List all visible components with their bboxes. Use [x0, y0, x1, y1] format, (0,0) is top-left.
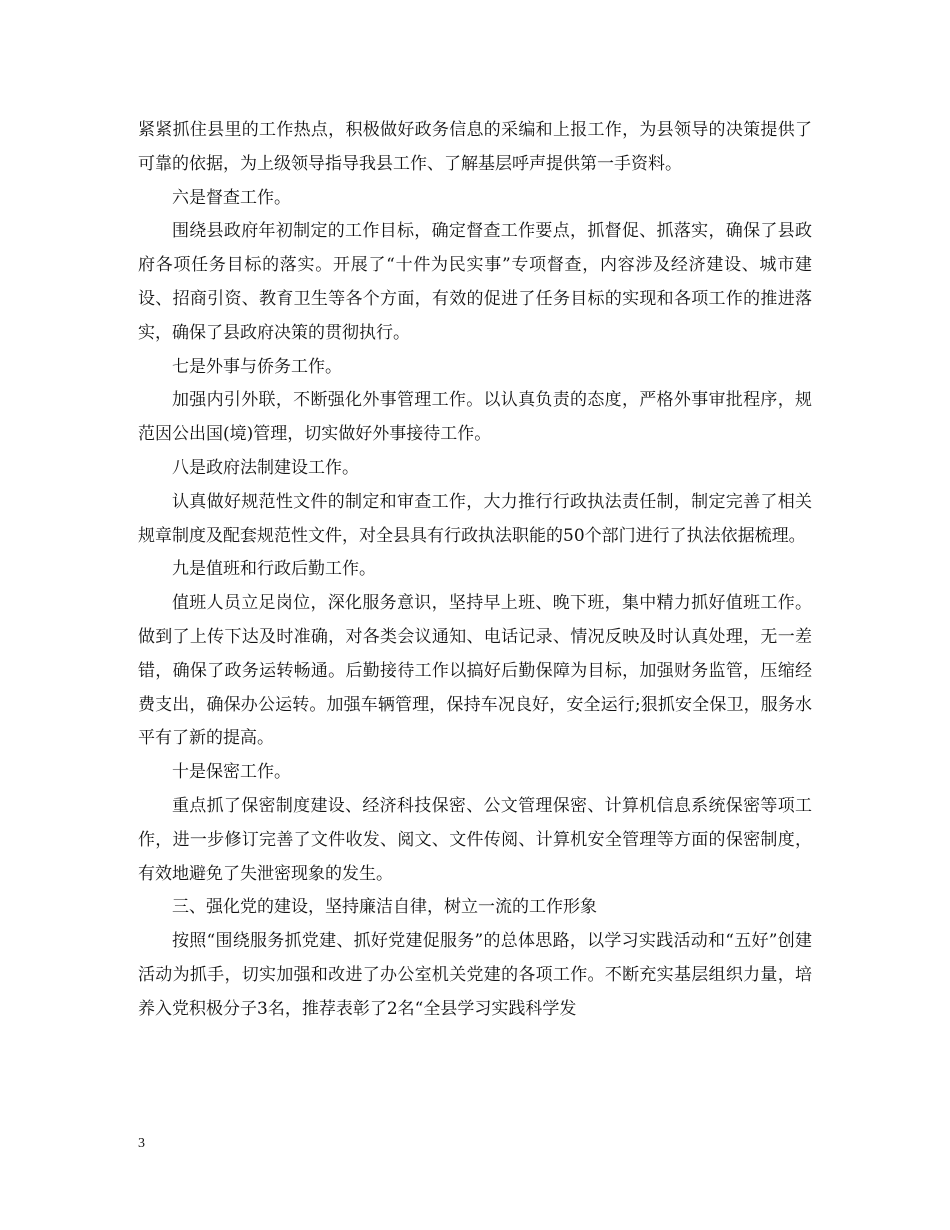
heading-foreign-affairs-work: 七是外事与侨务工作。 — [172, 356, 342, 377]
paragraph-foreign-affairs-work: 加强内引外联，不断强化外事管理工作。以认真负责的态度，严格外事审批程序，规范因公出国(境)管理，切实做好外事接待工作。 — [138, 390, 812, 445]
paragraph-legal-construction-work: 认真做好规范性文件的制定和审查工作，大力推行行政执法责任制，制定完善了相关规章制度及配套规范性文件，对全县具有行政执法职能的50个部门进行了执法依据梳理。 — [138, 491, 812, 546]
paragraph-party-building: 按照“围绕服务抓党建、抓好党建促服务”的总体思路，以学习实践活动和“五好”创建活动为抓手，切实加强和改进了办公室机关党建的各项工作。不断充实基层组织力量，培养入党积极分子3名，推荐表彰了2名“全县学习实践科学发 — [138, 931, 812, 1019]
heading-duty-logistics-work: 九是值班和行政后勤工作。 — [172, 559, 376, 580]
paragraph-duty-logistics-work: 值班人员立足岗位，深化服务意识，坚持早上班、晚下班，集中精力抓好值班工作。做到了上传下达及时准确，对各类会议通知、电话记录、情况反映及时认真处理，无一差错，确保了政务运转畅通。后勤接待工作以搞好后勤保障为目标，加强财务监管，压缩经费支出，确保办公运转。加强车辆管理，保持车况良好，安全运行;狠抓安全保卫，服务水平有了新的提高。 — [138, 593, 812, 749]
heading-confidentiality-work: 十是保密工作。 — [172, 762, 291, 783]
page-number: 3 — [138, 1136, 145, 1151]
paragraph-confidentiality-work: 重点抓了保密制度建设、经济科技保密、公文管理保密、计算机信息系统保密等项工作，进一步修订完善了文件收发、阅文、文件传阅、计算机安全管理等方面的保密制度，有效地避免了失泄密现象的发生。 — [138, 795, 812, 884]
section-heading-party-building: 三、强化党的建设，坚持廉洁自律，树立一流的工作形象 — [172, 897, 597, 918]
paragraph-info-work-continued: 紧紧抓住县里的工作热点，积极做好政务信息的采编和上报工作，为县领导的决策提供了可靠的依据，为上级领导指导我县工作、了解基层呼声提供第一手资料。 — [138, 120, 812, 174]
paragraph-supervision-work: 围绕县政府年初制定的工作目标，确定督查工作要点，抓督促、抓落实，确保了县政府各项任务目标的落实。开展了“十件为民实事”专项督查，内容涉及经济建设、城市建设、招商引资、教育卫生等各个方面，有效的促进了任务目标的实现和各项工作的推进落实，确保了县政府决策的贯彻执行。 — [138, 221, 812, 343]
heading-legal-construction-work: 八是政府法制建设工作。 — [172, 457, 359, 478]
heading-supervision-work: 六是督查工作。 — [172, 187, 291, 208]
document-body — [138, 114, 812, 1027]
